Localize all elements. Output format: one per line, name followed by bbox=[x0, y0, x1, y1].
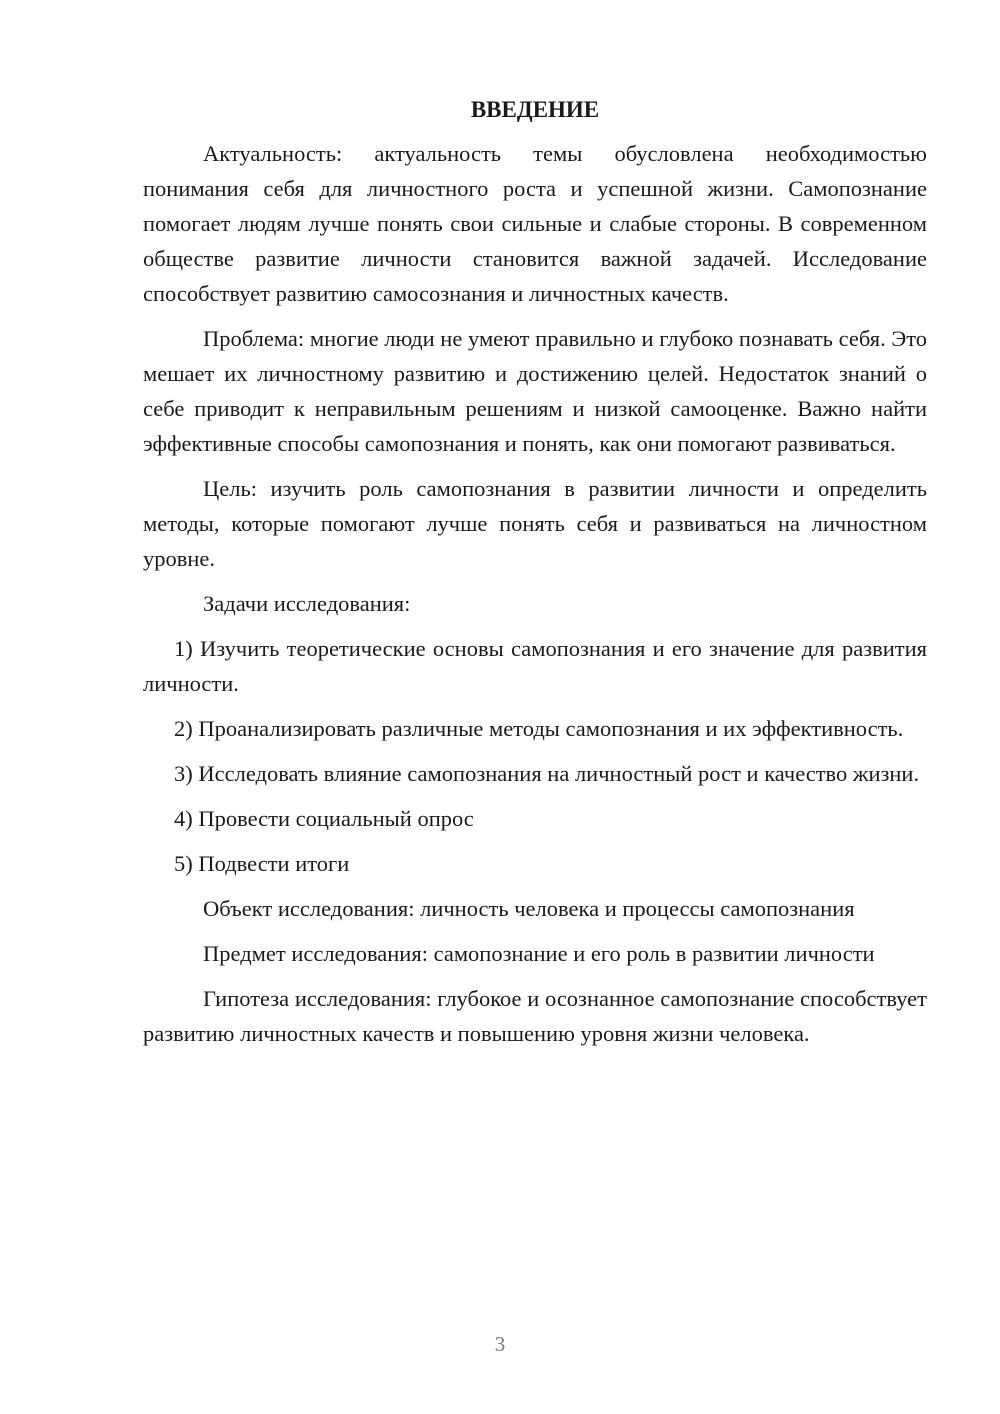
object-paragraph: Объект исследования: личность человека и процессы самопознания bbox=[203, 896, 855, 921]
tasks-heading: Задачи исследования: bbox=[203, 591, 411, 616]
problem-paragraph: Проблема: многие люди не умеют правильно и глубоко познавать себя. Это мешает их личностному развитию и достижению целей. Недостаток знаний о себе приводит к неправильным решениям и низкой самооценке. Важно найти эффективные способы самопознания и понять, как они помогают развиваться. bbox=[143, 326, 927, 456]
task-item-4: 4) Провести социальный опрос bbox=[174, 806, 474, 831]
goal-paragraph: Цель: изучить роль самопознания в развитии личности и определить методы, которые помогают лучше понять себя и развиваться на личностном уровне. bbox=[143, 476, 927, 571]
task-item-1: 1) Изучить теоретические основы самопознания и его значение для развития личности. bbox=[143, 636, 927, 696]
task-item-3: 3) Исследовать влияние самопознания на личностный рост и качество жизни. bbox=[174, 761, 920, 786]
page-number: 3 bbox=[494, 1332, 506, 1356]
hypothesis-paragraph: Гипотеза исследования: глубокое и осознанное самопознание способствует развитию личностных качеств и повышению уровня жизни человека. bbox=[143, 986, 927, 1046]
subject-paragraph: Предмет исследования: самопознание и его роль в развитии личности bbox=[203, 941, 875, 966]
page-content bbox=[143, 94, 927, 1061]
section-heading: ВВЕДЕНИЕ bbox=[470, 97, 600, 122]
relevance-paragraph: Актуальность: актуальность темы обусловлена необходимостью понимания себя для личностного роста и успешной жизни. Самопознание помогает людям лучше понять свои сильные и слабые стороны. В современном обществе развитие личности становится важной задачей. Исследование способствует развитию самосознания и личностных качеств. bbox=[143, 141, 927, 306]
task-item-2: 2) Проанализировать различные методы самопознания и их эффективность. bbox=[174, 716, 904, 741]
task-item-5: 5) Подвести итоги bbox=[174, 851, 350, 876]
